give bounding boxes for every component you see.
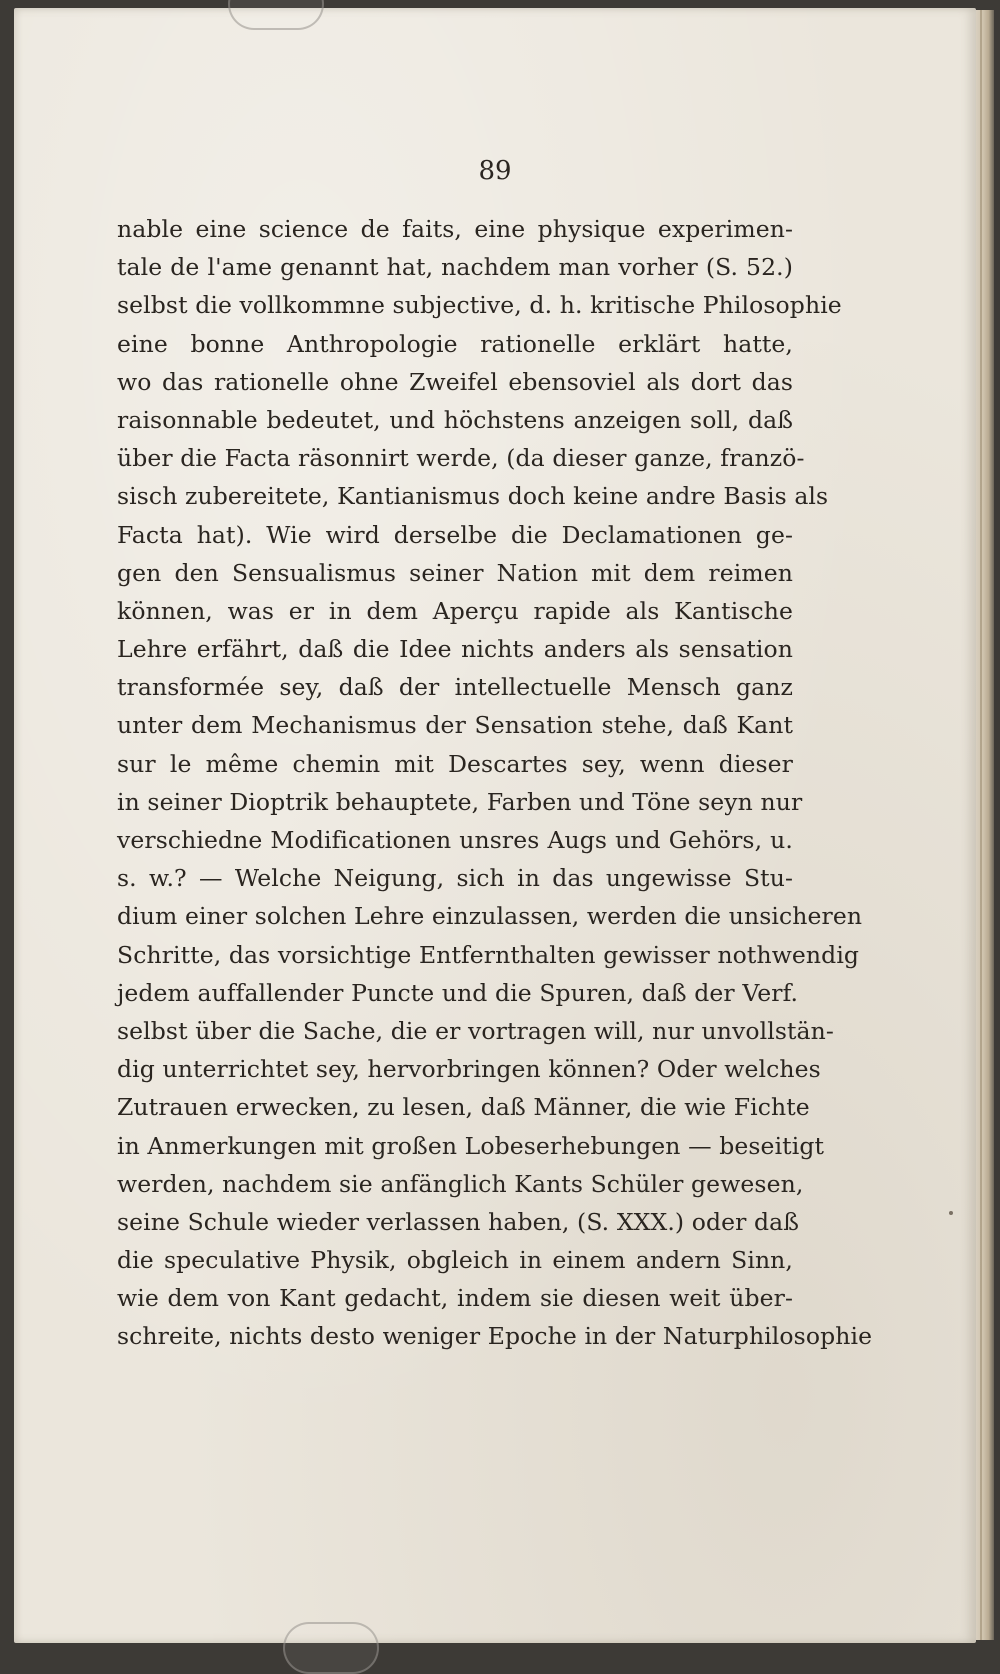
text-line: in seiner Dioptrik behauptete, Farben und Töne seyn nur xyxy=(117,787,803,816)
body-text xyxy=(117,210,873,1356)
text-line: Zutrauen erwecken, zu lesen, daß Männer, die wie Fichte xyxy=(117,1093,810,1122)
text-line: transformée sey, daß der intellectuelle Mensch ganz xyxy=(117,673,793,702)
text-line: sisch zubereitete, Kantianismus doch keine andre Basis als xyxy=(117,482,829,511)
text-line: unter dem Mechanismus der Sensation stehe, daß Kant xyxy=(117,711,793,740)
text-line: die speculative Physik, obgleich in einem andern Sinn, xyxy=(117,1246,793,1275)
text-line: Lehre erfährt, daß die Idee nichts anders als sensation xyxy=(117,635,793,664)
paper-speck xyxy=(949,1211,953,1215)
text-line: schreite, nichts desto weniger Epoche in der Naturphilosophie xyxy=(117,1322,873,1351)
text-line: wie dem von Kant gedacht, indem sie diesen weit über- xyxy=(117,1284,793,1313)
page-clip-top xyxy=(228,0,324,30)
text-line: dium einer solchen Lehre einzulassen, werden die unsicheren xyxy=(117,902,863,931)
text-line: nable eine science de faits, eine physique experimen- xyxy=(117,215,793,243)
text-line: wo das rationelle ohne Zweifel ebensoviel als dort das xyxy=(117,367,793,396)
paper-page xyxy=(14,8,976,1643)
text-line: seine Schule wieder verlassen haben, (S. XXX.) oder daß xyxy=(117,1207,800,1236)
text-line: können, was er in dem Aperçu rapide als Kantische xyxy=(117,596,793,625)
text-line: s. w.? — Welche Neigung, sich in das ungewisse Stu- xyxy=(117,864,793,893)
text-line: jedem auffallender Puncte und die Spuren, daß der Verf. xyxy=(117,978,799,1007)
text-line: raisonnable bedeutet, und höchstens anzeigen soll, daß xyxy=(117,405,793,434)
text-line: selbst die vollkommne subjective, d. h. kritische Philosophie xyxy=(117,291,842,320)
page-edge xyxy=(976,10,994,1640)
text-line: Facta hat). Wie wird derselbe die Declamationen ge- xyxy=(117,520,793,549)
page-number: 89 xyxy=(478,156,512,186)
text-line: in Anmerkungen mit großen Lobeserhebungen — beseitigt xyxy=(117,1131,825,1160)
text-line: dig unterrichtet sey, hervorbringen können? Oder welches xyxy=(117,1055,821,1084)
text-line: werden, nachdem sie anfänglich Kants Schüler gewesen, xyxy=(117,1169,804,1198)
text-line: tale de l'ame genannt hat, nachdem man vorher (S. 52.) xyxy=(117,253,793,282)
text-line: eine bonne Anthropologie rationelle erklärt hatte, xyxy=(117,329,793,358)
text-line: Schritte, das vorsichtige Entfernthalten gewisser nothwendig xyxy=(117,940,860,969)
text-line: gen den Sensualismus seiner Nation mit dem reimen xyxy=(117,558,793,587)
page-clip-bottom xyxy=(283,1622,379,1674)
text-line: sur le même chemin mit Descartes sey, wenn dieser xyxy=(117,749,793,778)
text-line: über die Facta räsonnirt werde, (da dieser ganze, franzö- xyxy=(117,444,805,473)
text-line: selbst über die Sache, die er vortragen will, nur unvollstän- xyxy=(117,1016,834,1045)
text-line: verschiedne Modificationen unsres Augs und Gehörs, u. xyxy=(117,826,793,854)
